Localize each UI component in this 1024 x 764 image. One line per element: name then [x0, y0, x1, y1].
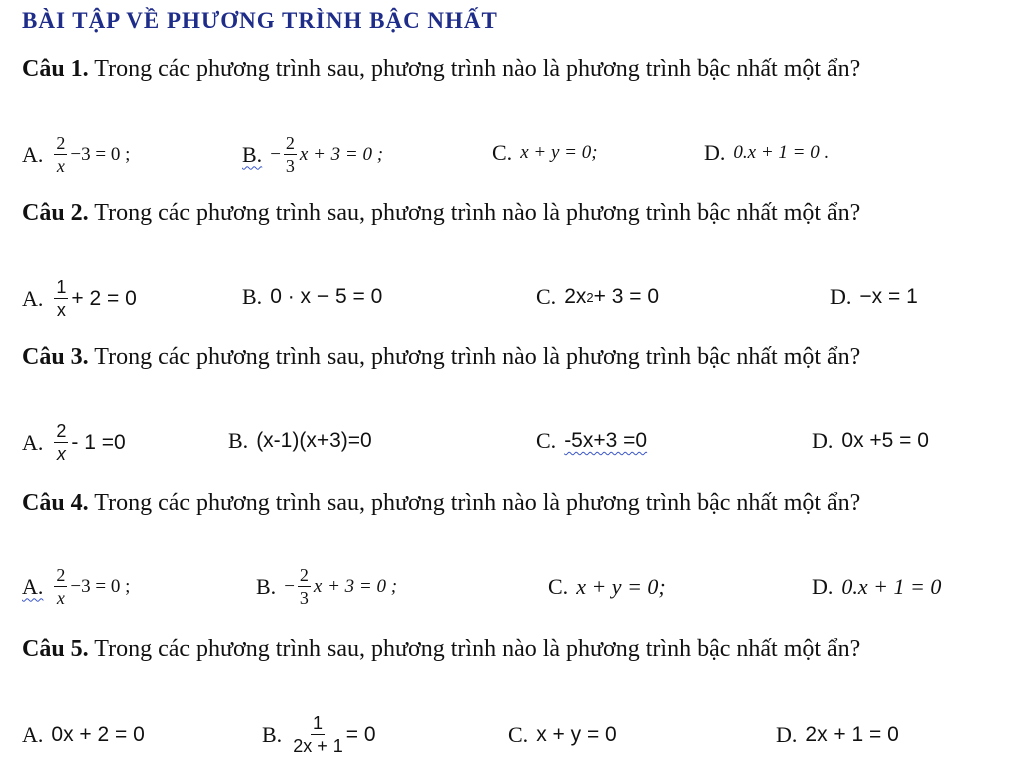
option-letter: B.	[228, 428, 249, 453]
option-expression: x + y = 0;	[576, 574, 666, 599]
option-letter: C.	[508, 722, 529, 747]
option-expression: x + y = 0	[536, 723, 617, 746]
fraction: $\frac{1}{x}$	[56, 277, 67, 320]
option-letter: D.	[812, 428, 834, 453]
question-label: Câu 4.	[22, 490, 89, 516]
option-letter: A.	[22, 285, 44, 311]
question-label: Câu 3.	[22, 344, 89, 370]
fraction: $\frac{2}{x}$	[56, 133, 66, 176]
option-expression: 0 · x − 5 = 0	[270, 285, 383, 308]
question-3	[22, 338, 1007, 376]
question-5	[22, 630, 1007, 668]
option-expression: 2x 2 + 3 = 0	[564, 285, 659, 308]
option-2d	[830, 284, 918, 310]
option-4c	[548, 574, 666, 600]
fraction: $\frac{2}{x}$	[56, 421, 67, 464]
option-1b: B. − $\frac{2}{3}$ x + 3 = 0 ;	[242, 133, 384, 176]
option-expression: 0.x + 1 = 0	[841, 574, 942, 599]
option-letter: C.	[548, 574, 569, 599]
option-expression: 0x +5 = 0	[841, 429, 929, 452]
option-expression: (x-1)(x+3)=0	[256, 429, 372, 452]
option-expression: 0x + 2 = 0	[51, 723, 145, 746]
page-title: BÀI TẬP VỀ PHƯƠNG TRÌNH BẬC NHẤT	[22, 8, 498, 33]
option-letter: B.	[242, 284, 263, 309]
question-text: Trong các phương trình sau, phương trình nào là phương trình bậc nhất một ẩn?	[88, 56, 861, 82]
option-letter: A.	[22, 141, 44, 167]
option-letter: C.	[536, 284, 557, 309]
option-4b: B. − $\frac{2}{3}$ x + 3 = 0 ;	[256, 565, 398, 608]
option-letter: B.	[256, 573, 277, 599]
question-1	[22, 50, 1007, 88]
option-expression: x + y = 0;	[520, 142, 598, 163]
fraction: $\frac{2}{x}$	[56, 565, 66, 608]
question-label: Câu 2.	[22, 200, 89, 226]
option-letter: C.	[492, 140, 513, 165]
fraction: $\frac{2}{3}$	[299, 565, 309, 608]
option-letter: A.	[22, 722, 44, 747]
option-3a: A. $\frac{2}{x}$ - 1 =0	[22, 421, 126, 464]
question-text: Trong các phương trình sau, phương trình nào là phương trình bậc nhất một ẩn?	[88, 344, 861, 370]
option-3d	[812, 428, 929, 454]
question-label: Câu 5.	[22, 636, 89, 662]
question-text: Trong các phương trình sau, phương trình nào là phương trình bậc nhất một ẩn?	[88, 636, 861, 662]
option-5d	[776, 722, 899, 748]
option-4d	[812, 574, 941, 600]
option-expression: -5x+3 =0	[564, 429, 648, 452]
option-5a	[22, 722, 145, 748]
option-5c	[508, 722, 617, 748]
question-label: Câu 1.	[22, 56, 89, 82]
option-5b: B. $\frac{1}{2x + 1}$ = 0	[262, 713, 376, 756]
fraction: $\frac{2}{3}$	[285, 133, 295, 176]
option-letter: D.	[776, 722, 798, 747]
option-letter: B.	[262, 721, 283, 747]
option-letter: A.	[22, 573, 44, 599]
option-expression: 0.x + 1 = 0 .	[733, 142, 830, 163]
option-2c	[536, 284, 659, 310]
option-letter: D.	[812, 574, 834, 599]
option-1c	[492, 140, 598, 166]
question-2	[22, 194, 1007, 232]
question-4	[22, 484, 1007, 522]
option-3c	[536, 428, 647, 454]
option-expression: 2x + 1 = 0	[805, 723, 899, 746]
option-letter: C.	[536, 428, 557, 453]
option-letter: D.	[830, 284, 852, 309]
option-letter: D.	[704, 140, 726, 165]
option-1a: A. $\frac{2}{x}$ −3 = 0 ;	[22, 133, 131, 176]
question-text: Trong các phương trình sau, phương trình nào là phương trình bậc nhất một ẩn?	[88, 490, 861, 516]
option-3b	[228, 428, 372, 454]
option-letter: A.	[22, 429, 44, 455]
question-text: Trong các phương trình sau, phương trình nào là phương trình bậc nhất một ẩn?	[88, 200, 861, 226]
option-2b	[242, 284, 382, 310]
option-4a: A. $\frac{2}{x}$ −3 = 0 ;	[22, 565, 131, 608]
option-letter: B.	[242, 141, 263, 167]
option-expression: −x = 1	[859, 285, 918, 308]
option-2a: A. $\frac{1}{x}$ + 2 = 0	[22, 277, 137, 320]
option-1d	[704, 140, 829, 166]
fraction: $\frac{1}{2x + 1}$	[293, 713, 343, 756]
